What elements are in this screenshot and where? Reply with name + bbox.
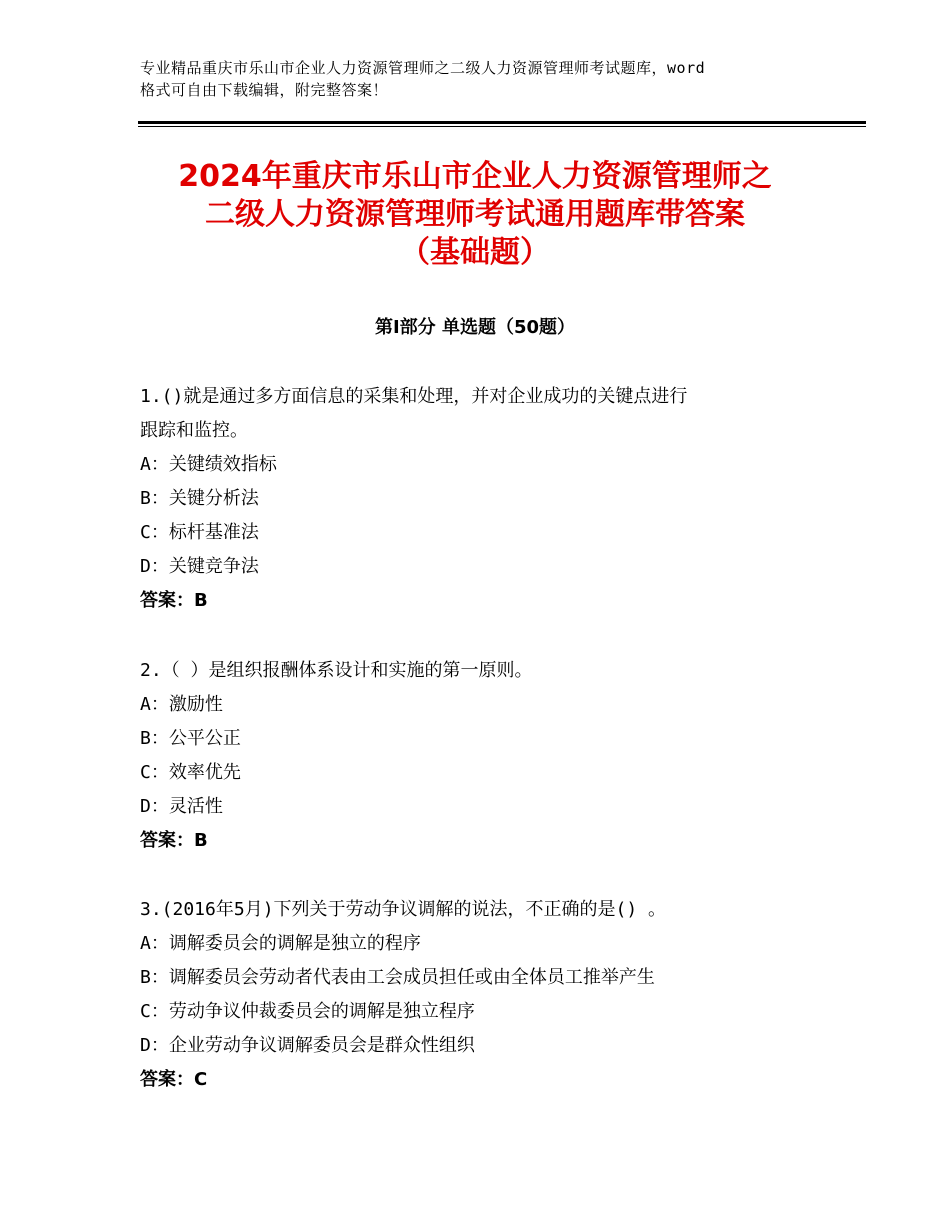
question-stem: 1.()就是通过多方面信息的采集和处理，并对企业成功的关键点进行 bbox=[140, 386, 688, 407]
question-stem: 3.(2016年5月)下列关于劳动争议调解的说法，不正确的是() 。 bbox=[140, 899, 667, 920]
question-block bbox=[140, 380, 840, 618]
title-line: 2024年重庆市乐山市企业人力资源管理师之 bbox=[178, 159, 772, 194]
option-c: C：标杆基准法 bbox=[140, 522, 259, 543]
title-line: 二级人力资源管理师考试通用题库带答案 bbox=[205, 197, 745, 232]
question-block bbox=[140, 654, 840, 858]
header-note-line: 格式可自由下载编辑，附完整答案！ bbox=[140, 81, 389, 99]
question-stem: 2.（ ）是组织报酬体系设计和实施的第一原则。 bbox=[140, 660, 533, 681]
title-line: （基础题） bbox=[400, 235, 550, 270]
option-b: B：调解委员会劳动者代表由工会成员担任或由全体员工推举产生 bbox=[140, 967, 655, 988]
question-stem: 跟踪和监控。 bbox=[140, 420, 248, 441]
answer-line: 答案：C bbox=[140, 1069, 208, 1090]
section-heading: 第Ⅰ部分 单选题（50题） bbox=[374, 317, 575, 338]
option-a: A：激励性 bbox=[140, 694, 223, 715]
option-c: C：效率优先 bbox=[140, 762, 241, 783]
answer-line: 答案：B bbox=[140, 590, 208, 611]
option-a: A：关键绩效指标 bbox=[140, 454, 277, 475]
option-b: B：关键分析法 bbox=[140, 488, 259, 509]
option-d: D：灵活性 bbox=[140, 796, 223, 817]
document-title bbox=[100, 158, 850, 272]
header-note-line: 专业精品重庆市乐山市企业人力资源管理师之二级人力资源管理师考试题库，word bbox=[140, 59, 706, 77]
header-divider-thick bbox=[138, 121, 866, 124]
question-block bbox=[140, 893, 840, 1097]
option-a: A：调解委员会的调解是独立的程序 bbox=[140, 933, 421, 954]
option-b: B：公平公正 bbox=[140, 728, 241, 749]
header-note bbox=[140, 57, 840, 101]
option-c: C：劳动争议仲裁委员会的调解是独立程序 bbox=[140, 1001, 475, 1022]
option-d: D：关键竞争法 bbox=[140, 556, 259, 577]
option-d: D：企业劳动争议调解委员会是群众性组织 bbox=[140, 1035, 475, 1056]
header-divider-thin bbox=[138, 126, 866, 127]
answer-line: 答案：B bbox=[140, 830, 208, 851]
